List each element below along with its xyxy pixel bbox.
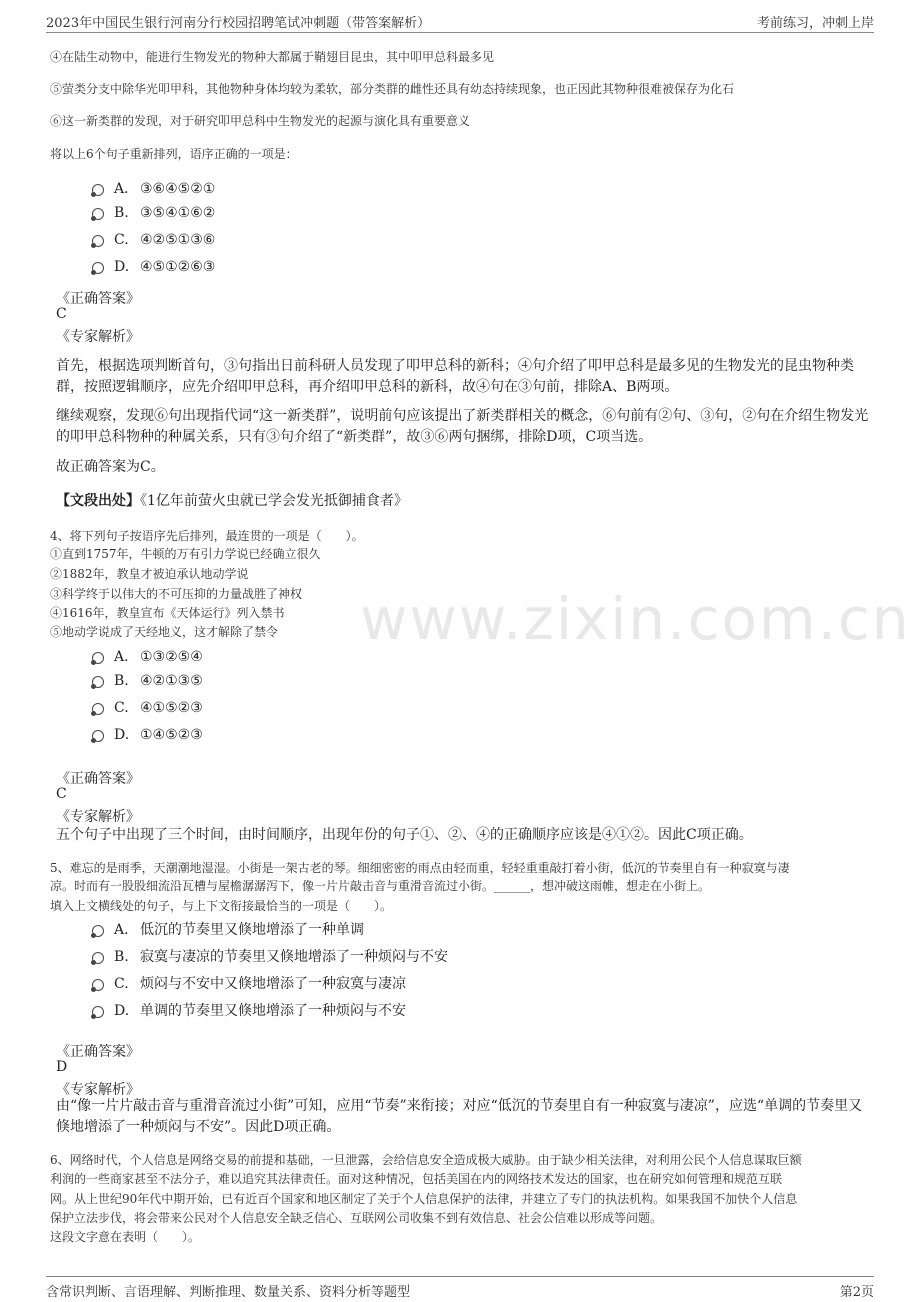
q4-sentence-5: ⑤地动学说成了天经地义，这才解除了禁令 — [50, 625, 279, 639]
q5-stem-line-2: 凉。时而有一股股细流沿瓦槽与屋檐潺潺泻下，像一片片敲击音与重滑音流过小街。______，想冲破这雨帷，想走在小街上。 — [50, 879, 711, 893]
q5-option-a[interactable]: A． 低沉的节奏里又倏地增添了一种单调 — [92, 919, 364, 939]
q3-sentence-5: ⑤萤类分支中除华光叩甲科，其他物种身体均较为柔软，部分类群的雌性还具有幼态持续现象，也正因此其物种很难被保存为化石 — [50, 82, 735, 96]
q3-option-d[interactable]: D. ④⑤①②⑥③ — [92, 259, 215, 275]
q4-analysis-label: 《专家解析》 — [56, 809, 140, 825]
q3-answer: C — [56, 306, 67, 322]
header-slogan: 考前练习，冲刺上岸 — [756, 16, 874, 31]
q4-option-d[interactable]: D. ①④⑤②③ — [92, 727, 203, 743]
q3-option-a[interactable]: A． ③⑥④⑤②① — [92, 178, 215, 198]
radio-icon[interactable] — [92, 925, 104, 937]
q3-source-title: 《1亿年前萤火虫就已学会发光抵御捕食者》 — [140, 493, 408, 509]
q4-stem: 4、将下列句子按语序先后排列，最连贯的一项是（ ）。 — [50, 529, 364, 543]
q6-stem-line-3: 网。从上世纪90年代中期开始，已有近百个国家和地区制定了关于个人信息保护的法律，并建立了专门的执法机构。如果我国不加快个人信息 — [50, 1192, 798, 1206]
radio-icon[interactable] — [92, 235, 104, 247]
q4-sentence-3: ③科学终于以伟大的不可压抑的力量战胜了神权 — [50, 587, 303, 601]
q3-prompt: 将以上6个句子重新排列，语序正确的一项是： — [50, 147, 298, 161]
q3-analysis-para-1: 首先，根据选项判断首句，③句指出日前科研人员发现了叩甲总科的新科；④句介绍了叩甲总科是最多见的生物发光的昆虫物种类群，按照逻辑顺序，应先介绍叩甲总科，再介绍叩甲总科的新科，故④句在③句前，排除A、B两项。 — [56, 358, 854, 395]
q3-option-c[interactable]: C. ④②⑤①③⑥ — [92, 232, 215, 248]
q6-stem-line-2: 利润的一些商家甚至不法分子，难以追究其法律责任。面对这种情况，包括美国在内的网络技术发达的国家，也在研究如何管理和规范互联 — [50, 1172, 783, 1186]
q3-analysis-label: 《专家解析》 — [56, 329, 140, 345]
q4-answer-label: 《正确答案》 — [56, 771, 140, 787]
q4-sentence-4: ④1616年，教皇宣布《天体运行》列入禁书 — [50, 606, 285, 620]
q3-answer-label: 《正确答案》 — [56, 291, 140, 307]
header-title: 2023年中国民生银行河南分行校园招聘笔试冲刺题（带答案解析） — [46, 16, 431, 31]
footer-topics: 含常识判断、言语理解、判断推理、数量关系、资料分析等题型 — [46, 1285, 411, 1300]
q6-stem-line-4: 保护立法步伐，将会带来公民对个人信息安全缺乏信心、互联网公司收集不到有效信息、社会公信难以形成等问题。 — [50, 1211, 663, 1225]
q5-prompt: 填入上文横线处的句子，与上下文衔接最恰当的一项是（ ）。 — [50, 899, 393, 913]
q4-option-a[interactable]: A． ①③②⑤④ — [92, 646, 203, 666]
q5-analysis: 由“像一片片敲击音与重滑音流过小街”可知，应用“节奏”来衔接；对应“低沉的节奏里自有一种寂寞与凄凉”，应选“单调的节奏里又倏地增添了一种烦闷与不安”。因此D项正确。 — [56, 1098, 863, 1135]
q4-analysis: 五个句子中出现了三个时间，由时间顺序，出现年份的句子①、②、④的正确顺序应该是④①②。因此C项正确。 — [56, 827, 753, 843]
q4-answer: C — [56, 786, 67, 802]
radio-icon[interactable] — [92, 652, 104, 664]
radio-icon[interactable] — [92, 703, 104, 715]
page-header — [46, 10, 874, 33]
q3-source — [56, 490, 408, 510]
q5-option-d[interactable]: D. 单调的节奏里又倏地增添了一种烦闷与不安 — [92, 1000, 406, 1020]
q5-option-b[interactable]: B. 寂寞与凄凉的节奏里又倏地增添了一种烦闷与不安 — [92, 946, 448, 966]
q5-analysis-label: 《专家解析》 — [56, 1082, 140, 1098]
radio-icon[interactable] — [92, 184, 104, 196]
radio-icon[interactable] — [92, 262, 104, 274]
radio-icon[interactable] — [92, 208, 104, 220]
q5-option-c[interactable]: C. 烦闷与不安中又倏地增添了一种寂寞与凄凉 — [92, 973, 406, 993]
q5-stem-line-1: 5、难忘的是雨季，天潮潮地湿湿。小街是一架古老的琴。细细密密的雨点由轻而重，轻轻重重敲打着小街，低沉的节奏里自有一种寂寞与凄 — [50, 861, 790, 875]
q3-analysis-para-3: 故正确答案为C。 — [56, 459, 165, 475]
radio-icon[interactable] — [92, 730, 104, 742]
q5-answer: D — [56, 1059, 68, 1075]
page-footer — [46, 1276, 874, 1299]
q4-sentence-1: ①直到1757年，牛顿的万有引力学说已经确立很久 — [50, 547, 321, 561]
q4-sentence-2: ②1882年，教皇才被迫承认地动学说 — [50, 567, 249, 581]
radio-icon[interactable] — [92, 1006, 104, 1018]
q4-option-c[interactable]: C. ④①⑤②③ — [92, 700, 203, 716]
radio-icon[interactable] — [92, 952, 104, 964]
q3-analysis-para-2: 继续观察，发现⑥句出现指代词“这一新类群”，说明前句应该提出了新类群相关的概念，⑥句前有②句、③句，②句在介绍生物发光的叩甲总科物种的种属关系，只有③句介绍了“新类群”，故③⑥两句捆绑，排除D项，C项当选。 — [56, 408, 869, 445]
watermark: www.zixin.com.cn — [360, 585, 911, 653]
q3-source-label: 【文段出处】 — [56, 493, 140, 509]
radio-icon[interactable] — [92, 676, 104, 688]
q4-option-b[interactable]: B. ④②①③⑤ — [92, 673, 203, 689]
q6-stem-line-1: 6、网络时代，个人信息是网络交易的前提和基础，一旦泄露，会给信息安全造成极大威胁。由于缺少相关法律，对利用公民个人信息谋取巨额 — [50, 1153, 802, 1167]
q3-sentence-4: ④在陆生动物中，能进行生物发光的物种大都属于鞘翅目昆虫，其中叩甲总科最多见 — [50, 50, 495, 64]
q3-sentence-6: ⑥这一新类群的发现，对于研究叩甲总科中生物发光的起源与演化具有重要意义 — [50, 114, 471, 128]
q3-option-b[interactable]: B. ③⑤④①⑥② — [92, 205, 215, 221]
radio-icon[interactable] — [92, 979, 104, 991]
q5-answer-label: 《正确答案》 — [56, 1044, 140, 1060]
page-number: 第2页 — [839, 1285, 874, 1300]
q6-prompt: 这段文字意在表明（ ）。 — [50, 1230, 201, 1244]
